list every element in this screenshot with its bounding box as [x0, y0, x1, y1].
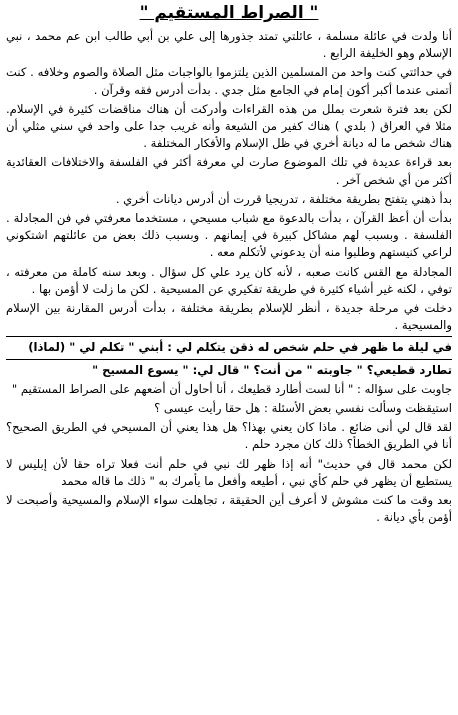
- dream-paragraph-6: بعد وقت ما كنت مشوش لا أعرف أين الحقيقة ، تجاهلت سواء الإسلام والمسيحية وأصبحت لا أؤمن بأي ديانة .: [6, 493, 452, 525]
- dream-intro: في ليلة ما ظهر في حلم شخص له ذقن يتكلم لي : أبني " تكلم لي " (لماذا): [28, 340, 452, 355]
- dream-paragraph-3: استيقظت وسألت نفسي بعض الأسئلة : هل حقا رأيت عيسى ؟: [154, 401, 452, 416]
- dream-paragraph-4: لقد قال لي أنى ضائع . ماذا كان يعني بهذا؟ هل هذا يعني أن المسيحي في الطريق الصحيح؟ أنا في الطريق الخطأ؟ ذلك كان مجرد حلم .: [6, 420, 452, 452]
- paragraph-7: المجادلة مع القس كانت صعبه ، لأنه كان يرد علي كل سؤال . وبعد سنه كاملة من معرفته ، توفي ، لكنه غير أشياء كثيرة في طريقة تفكيري عن المسيحية . لكن ما زلت لا أؤمن بها .: [6, 264, 452, 296]
- dream-paragraph-1: تطارد قطيعي؟ " جاوبته " من أنت؟ " قال لي: " يسوع المسيح ": [92, 362, 452, 377]
- section-divider-2: [6, 359, 452, 360]
- section-divider: [6, 336, 452, 337]
- dream-paragraph-5: لكن محمد قال في حديث" أنه إذا ظهر لك نبي في حلم أنت فعلا تراه حقا لأن إبليس لا يستطيع أن يظهر في حلم كأي نبي ، أطيعه وأفعل ما يأمرك به " ذلك ما قاله محمد: [6, 456, 452, 488]
- paragraph-5: بدأ ذهني يتفتح بطريقة مختلفة ، تدريجيا قررت أن أدرس ديانات أخري .: [115, 191, 452, 206]
- paragraph-8: دخلت في مرحلة جديدة ، أنظر للإسلام بطريقة مختلفة ، بدأت أدرس المقارنة بين الإسلام والمسيحية .: [6, 301, 452, 333]
- paragraph-2: في حداثتي كنت واحد من المسلمين الذين يلتزموا بالواجبات مثل الصلاة والصوم وخلافه . كنت أتمنى عندما أكبر أكون إمام في الجامع مثل جدي . بدأت أدرس فقه وقرآن .: [6, 65, 452, 97]
- paragraph-3: لكن بعد فترة شعرت بملل من هذه القراءات وأدركت أن هناك مناقضات كثيرة في الإسلام. مثلا في العراق ( بلدي ) هناك كفير من الشيعة وأنه غريب جدا على واحد في سني مثلي أن هناك شخص ما له ديانة أخري في ظل الإسلام والأفكار المختلفة .: [6, 101, 452, 151]
- paragraph-1: أنا ولدت في عائلة مسلمة ، عائلتي تمتد جذورها إلى علي بن أبي طالب ابن عم محمد ، نبي الإسلام وهو الخليفة الرابع .: [6, 29, 452, 61]
- paragraph-6: بدأت أن أعظ القرآن ، بدأت بالدعوة مع شباب مسيحي ، مستخدما معرفتي في فن المجادلة . الفلسفة . وبسبب لهم مشاكل كبيرة في إيمانهم . وبسبب ذلك بعض من عائلتهم اشتكوني لراعي كنيستهم وطلبوا منه أن يدعوني لأتكلم معه .: [6, 211, 452, 260]
- paragraph-4: بعد قراءة عديدة في تلك الموضوع صارت لي معرفة أكثر في الفلسفة والاختلافات العقائدية أكثر من أي شخص آخر .: [6, 155, 452, 187]
- dream-paragraph-2: جاوبت على سؤاله : " أنا لست أطارد قطيعك ، أنا أحاول أن أضعهم على الصراط المستقيم ": [11, 381, 452, 396]
- document-title: " الصراط المستقيم ": [139, 3, 319, 23]
